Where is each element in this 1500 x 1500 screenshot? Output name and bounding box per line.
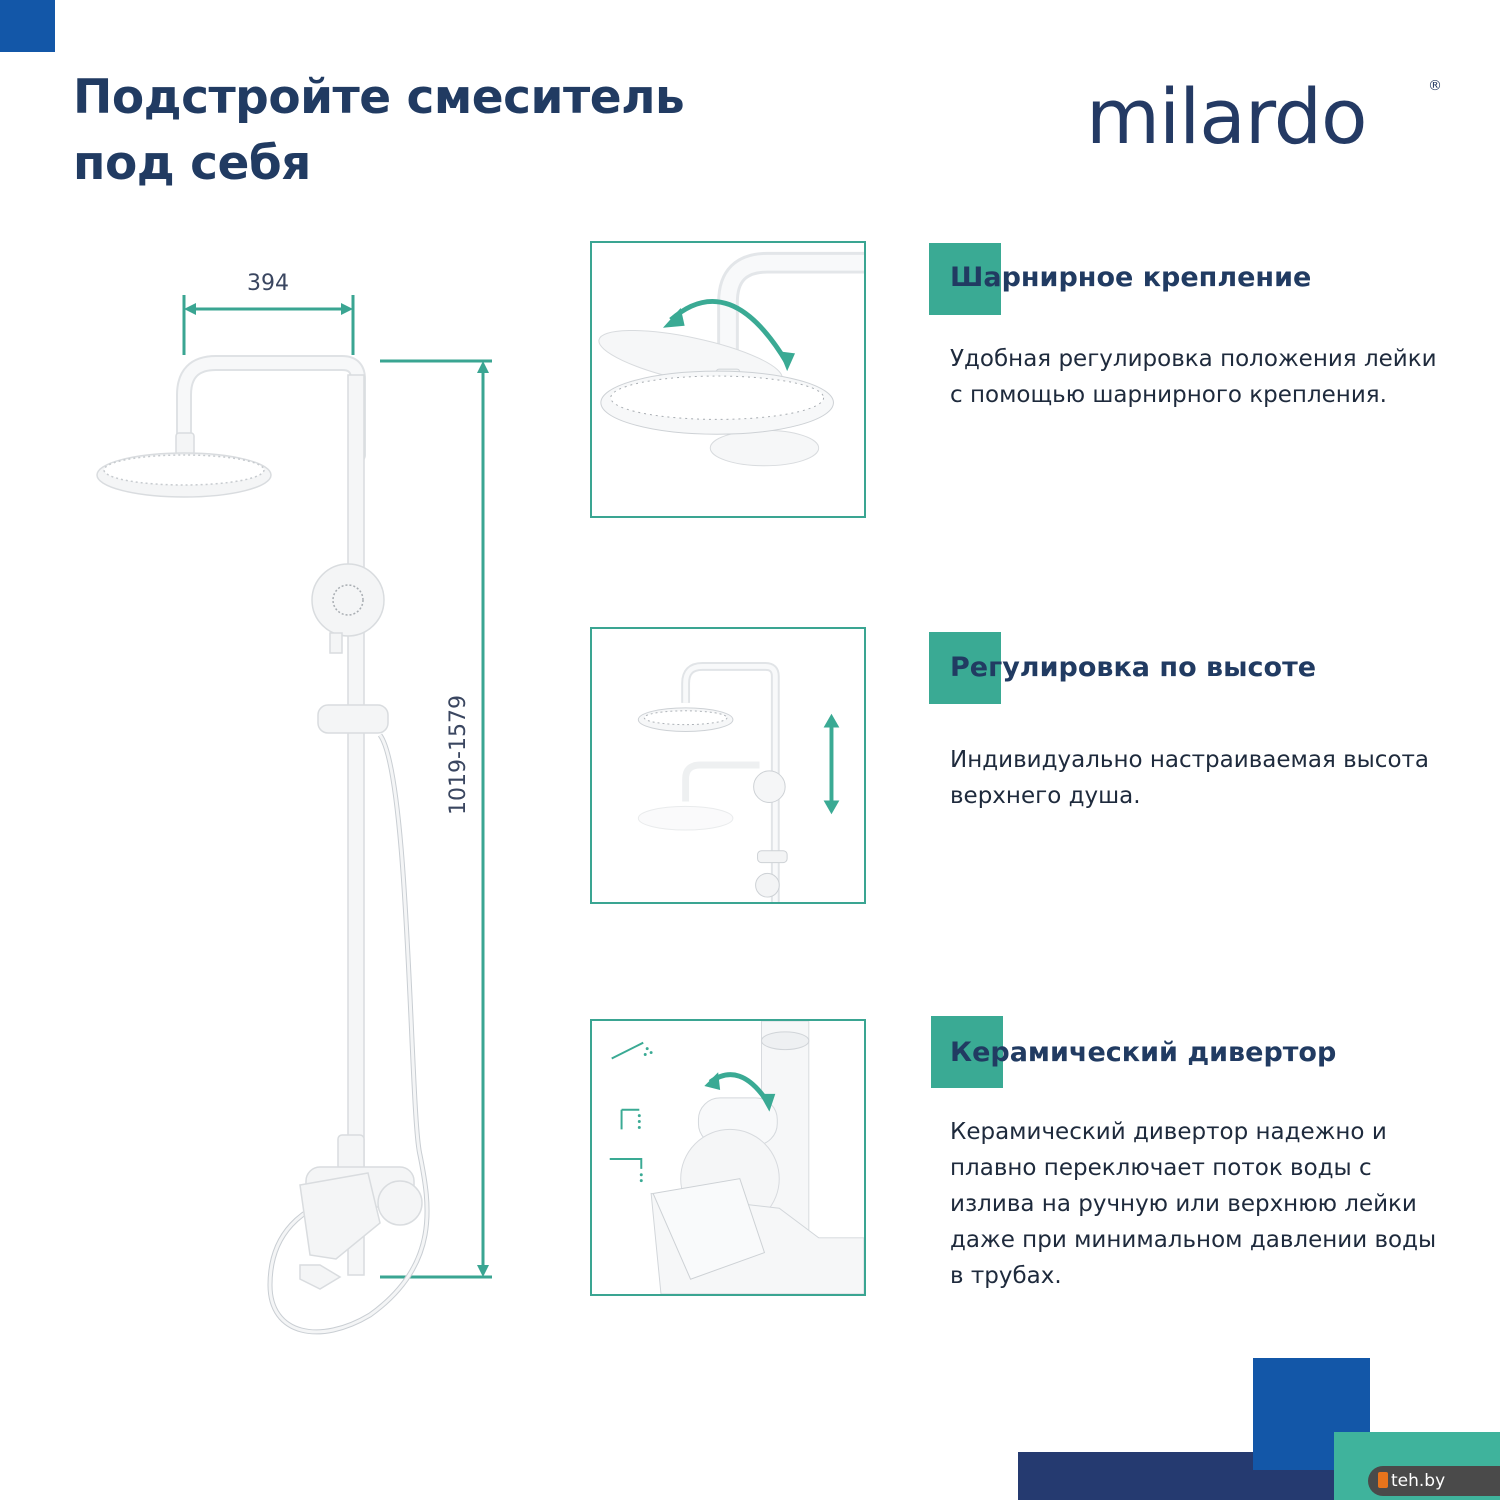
feature-1-title: Шарнирное крепление [950,262,1312,293]
feature-3-description: Керамический дивертор надежно и плавно переключает поток воды с излива на ручную или верхнюю лейки даже при минимальном давлении воды в трубах. [950,1119,1437,1289]
watermark-logo-icon [1378,1472,1388,1488]
feature-2-description: Индивидуально настраиваемая высота верхнего душа. [950,747,1430,809]
brand-name: milardo [1086,72,1367,161]
height-adjust-icon [592,629,864,902]
corner-decoration [0,0,55,52]
page-title-line-2: под себя [73,136,311,191]
feature-3-title: Керамический дивертор [950,1037,1337,1068]
page-title-line-1: Подстройте смеситель [73,70,685,125]
swivel-shower-head-icon [592,243,864,516]
brand-logo [1086,72,1446,162]
feature-1-illustration [590,241,866,518]
page-title [73,65,773,197]
feature-2-illustration [590,627,866,904]
registered-mark: ® [1428,78,1442,94]
feature-3-illustration [590,1019,866,1296]
shower-product [97,363,427,1332]
width-dimension-label: 394 [247,271,289,296]
width-dimension [184,295,353,355]
height-dimension-label: 1019-1579 [446,695,471,815]
watermark-text: teh.by [1391,1471,1446,1491]
shower-system-drawing [80,255,520,1355]
feature-1-description: Удобная регулировка положения лейки с помощью шарнирного крепления. [950,346,1437,408]
ceramic-diverter-icon [592,1021,864,1294]
site-watermark [1368,1466,1500,1496]
feature-2-title: Регулировка по высоте [950,652,1317,683]
